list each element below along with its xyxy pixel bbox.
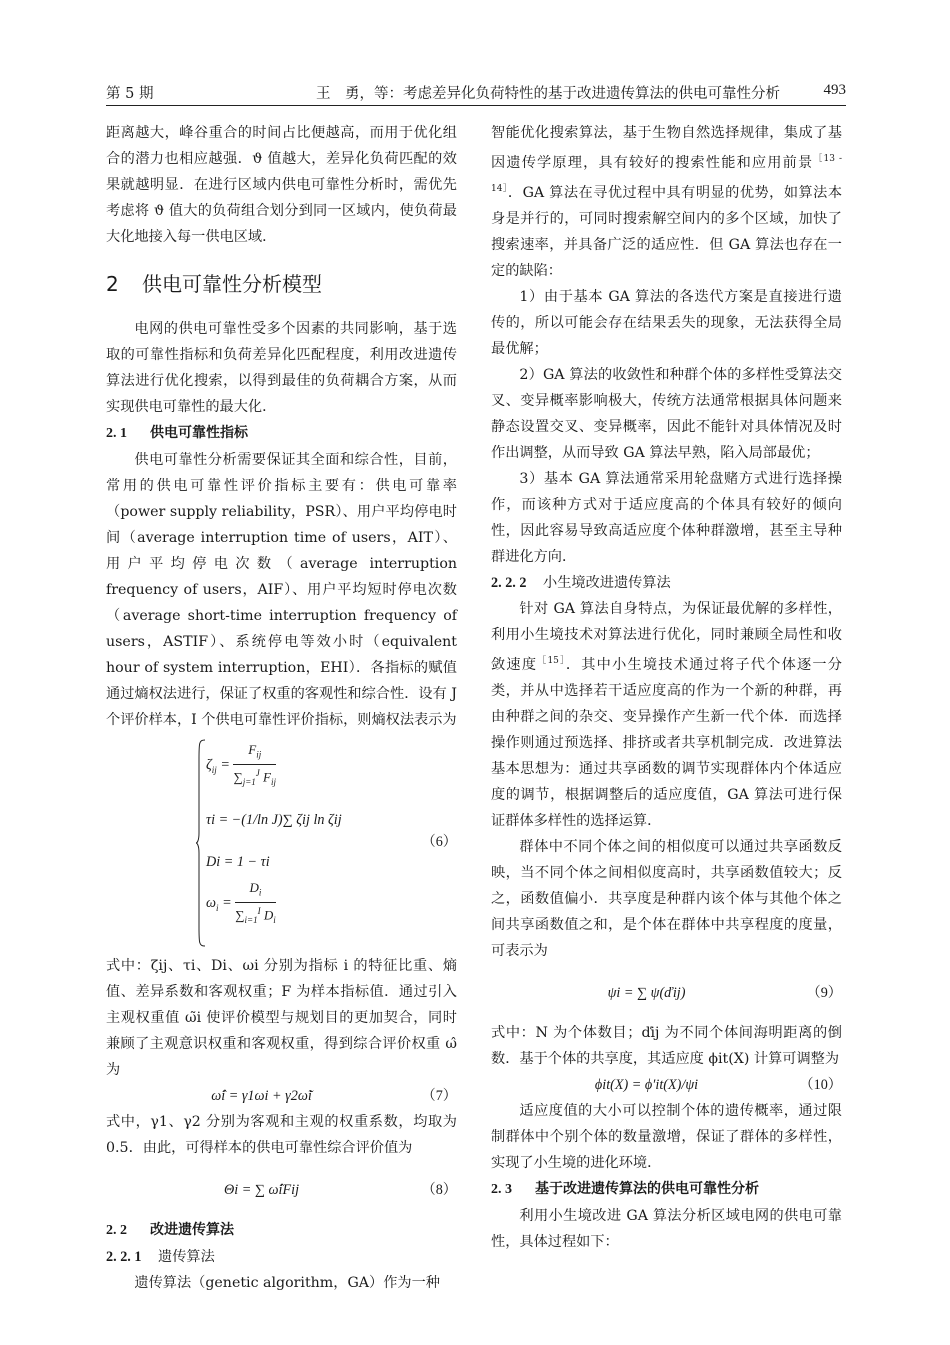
list-item: 1）由于基本 GA 算法的各迭代方案是直接进行遗传的，所以可能会存在结果丢失的现象，无法获得全局最优解；: [491, 289, 842, 357]
subsubsection-heading: 2. 2. 2 小生境改进遗传算法: [491, 575, 671, 591]
paragraph: 式中，γ1、γ2 分别为客观和主观的权重系数，均取为 0.5．由此，可得样本的供电可靠性综合评价值为: [106, 1114, 457, 1156]
paragraph: 供电可靠性分析需要保证其全面和综合性，目前，常用的供电可靠性评价指标主要有：供电可靠率（power supply reliability，PSR）、用户平均停电时间（average interruption time of users，AIT）、用户平均停电次数（average interruption frequency of users，AIF）、用户平均短时停电次数（average short-time interruption frequency of users，ASTIF）、系统停电等效小时（equivalent hour of system interruption，EHI）．各指标的赋值通过熵权法进行，保证了权重的客观性和综合性．设有 J 个评价样本，I 个供电可靠性评价指标，则熵权法表示为: [106, 452, 457, 728]
list-item: 3）基本 GA 算法通常采用轮盘赌方式进行选择操作，而该种方式对于适应度高的个体具有较好的倾向性，因此容易导致高适应度个体种群激增，甚至主导种群进化方向．: [491, 471, 842, 565]
right-column: [491, 120, 842, 1255]
subsection-heading: 2. 1 供电可靠性指标: [106, 425, 248, 441]
issue-label: 第 5 期: [106, 86, 154, 102]
equation-9: ψi = ∑ ψ(ďij) （9）: [607, 985, 842, 1001]
citation: ［15］: [537, 656, 566, 666]
paragraph: 适应度值的大小可以控制个体的遗传概率，通过限制群体中个别个体的数量激增，保证了群体的多样性，实现了小生境的进化环境．: [491, 1103, 842, 1171]
paragraph: 利用小生境改进 GA 算法分析区域电网的供电可靠性，具体过程如下：: [491, 1208, 842, 1250]
paragraph: 针对 GA 算法自身特点，为保证最优解的多样性，利用小生境技术对算法进行优化，同时兼顾全局性和收敛速度$^{[15]}$．其中小生境技术通过将子代个体逐一分类，并从中选择若干适应度高的作为一个新的种群，再由种群之间的杂交、变异操作产生新一代个体．而选择操作则通过预选择、排挤或者共享机制完成．改进算法基本思想为：通过共享函数的调节实现群体内个体适应度的调节，根据调整后的适应度值，GA 算法可进行保证群体多样性的选择运算．: [491, 601, 842, 829]
list-item: 2）GA 算法的收敛性和种群个体的多样性受算法交叉、变异概率影响极大，传统方法通常根据具体问题来静态设置交叉、变异概率，因此不能针对具体情况及时作出调整，从而导致 GA 算法早熟，陷入局部最优；: [491, 367, 842, 461]
subsection-heading: 2. 2 改进遗传算法: [106, 1222, 234, 1238]
page-number: 493: [823, 82, 846, 98]
equation-8: Θi = ∑ ω̂iFij （8）: [223, 1182, 457, 1198]
equation-6: $\zeta_{ij}$ = $F_{ij}$ $\sum_{j=1}^J$ $F_{ij}$ τi = −(1/ln J)∑ ζij ln ζij Di = 1 − τi $\omega_i$ = $\frac{D_i}{\sum_{i=1}^I D_i}$ （6）: [106, 737, 457, 949]
equation-7: ω̂i = γ1ωi + γ2ω̃i （7）: [211, 1088, 457, 1104]
paragraph: 式中：ζij、τi、Di、ωi 分别为指标 i 的特征比重、熵值、差异系数和客观权重；F 为样本指标值．通过引入主观权重值 ω̃i 使评价模型与规划目的更加契合，同时兼顾了主观意识权重和客观权重，得到综合评价权重 ω̂ 为: [106, 958, 457, 1078]
running-header: [106, 82, 846, 104]
subsection-heading: 2. 3 基于改进遗传算法的供电可靠性分析: [491, 1181, 759, 1197]
paragraph: 距离越大，峰谷重合的时间占比便越高，而用于优化组合的潜力也相应越强．ϑ 值越大，差异化负荷匹配的效果就越明显．在进行区域内供电可靠性分析时，需优先考虑将 ϑ 值大的负荷组合划分到同一区域内，使负荷最大化地接入每一供电区域．: [106, 125, 457, 245]
subsubsection-heading: 2. 2. 1 遗传算法: [106, 1249, 215, 1265]
running-title: 王 勇，等：考虑差异化负荷特性的基于改进遗传算法的供电可靠性分析: [316, 86, 780, 102]
paragraph: 电网的供电可靠性受多个因素的共同影响，基于选取的可靠性指标和负荷差异化匹配程度，利用改进遗传算法进行优化搜索，以得到最佳的负荷耦合方案，从而实现供电可靠性的最大化．: [106, 321, 457, 415]
paragraph: 智能优化搜索算法，基于生物自然选择规律，集成了基因遗传学原理，具有较好的搜索性能和应用前景$^{[13 - 14]}$．GA 算法在寻优过程中具有明显的优势，如算法本身是并行的，可同时搜索解空间内的多个区域，加快了搜索速率，并具备广泛的适应性．但 GA 算法也存在一定的缺陷：: [491, 125, 843, 279]
paragraph: 遗传算法（genetic algorithm，GA）作为一种: [134, 1275, 440, 1291]
left-column: [106, 120, 457, 1296]
header-rule: [106, 105, 846, 106]
paragraph: 式中：N 为个体数目；ďij 为不同个体间海明距离的倒数．基于个体的共享度，其适应度 ϕit(X) 计算可调整为: [491, 1025, 842, 1067]
paragraph: 群体中不同个体之间的相似度可以通过共享函数反映，当不同个体之间相似度高时，共享函数值较大；反之，函数值偏小．共享度是种群内该个体与其他个体之间共享函数值之和，是个体在群体中共享程度的度量，可表示为: [491, 839, 842, 959]
citation: ［13 - 14］: [491, 154, 842, 194]
section-heading: 2 供电可靠性分析模型: [106, 272, 322, 296]
equation-10: ϕit(X) = ϕ′it(X)/ψi （10）: [594, 1077, 842, 1093]
